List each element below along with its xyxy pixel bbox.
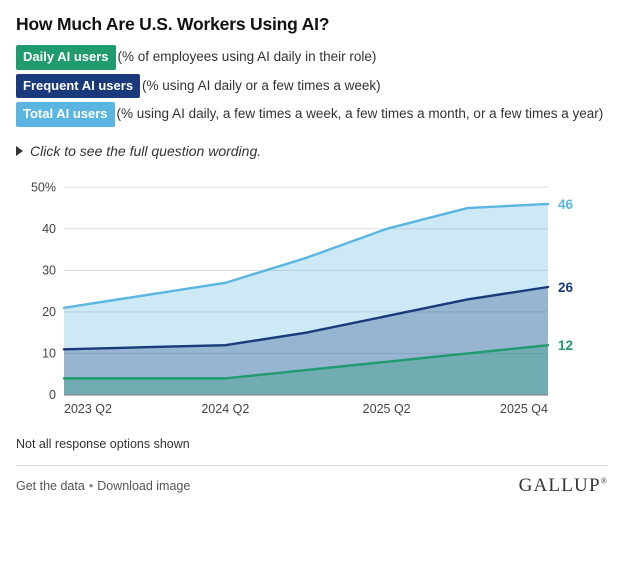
triangle-right-icon (16, 146, 23, 156)
x-axis-tick: 2023 Q2 (64, 401, 112, 416)
series-end-label: 26 (558, 279, 574, 295)
legend-item-daily (16, 45, 608, 70)
legend-item-frequent (16, 74, 608, 99)
registered-mark: ® (600, 476, 608, 486)
legend-chip-total: Total AI users (16, 102, 115, 127)
gallup-wordmark: GALLUP (518, 474, 601, 496)
chart-area (16, 167, 608, 425)
page-title: How Much Are U.S. Workers Using AI? (16, 14, 330, 34)
legend-chip-daily: Daily AI users (16, 45, 116, 70)
legend-item-total (16, 102, 608, 127)
download-image-link[interactable]: Download image (97, 478, 191, 493)
question-wording-toggle[interactable] (16, 143, 608, 159)
bottom-bar (16, 475, 608, 497)
x-axis-tick: 2025 Q2 (362, 401, 411, 416)
y-axis-tick: 30 (42, 262, 56, 277)
y-axis-tick: 0 (49, 387, 56, 402)
x-axis-tick: 2024 Q2 (201, 401, 250, 416)
divider (16, 465, 608, 466)
get-the-data-link[interactable]: Get the data (16, 478, 85, 493)
y-axis-tick: 20 (42, 304, 56, 319)
x-axis-tick: 2025 Q4 (500, 401, 548, 416)
series-end-label: 46 (558, 196, 574, 212)
legend-desc-frequent: (% using AI daily or a few times a week) (142, 77, 381, 93)
y-axis-tick: 50% (30, 179, 56, 194)
y-axis-tick: 10 (42, 345, 56, 360)
legend-chip-frequent: Frequent AI users (16, 74, 140, 99)
link-separator: • (88, 478, 94, 493)
question-wording-label: Click to see the full question wording. (30, 142, 262, 159)
legend (16, 45, 608, 127)
legend-desc-total: (% using AI daily, a few times a week, a few times a month, or a few times a year) (116, 106, 604, 121)
gallup-logo (519, 475, 608, 497)
line-area-chart (16, 167, 608, 425)
legend-desc-daily: (% of employees using AI daily in their role) (117, 49, 377, 64)
chart-links (16, 479, 190, 493)
series-end-label: 12 (558, 337, 574, 353)
y-axis-tick: 40 (42, 221, 56, 236)
chart-footnote: Not all response options shown (16, 436, 190, 451)
